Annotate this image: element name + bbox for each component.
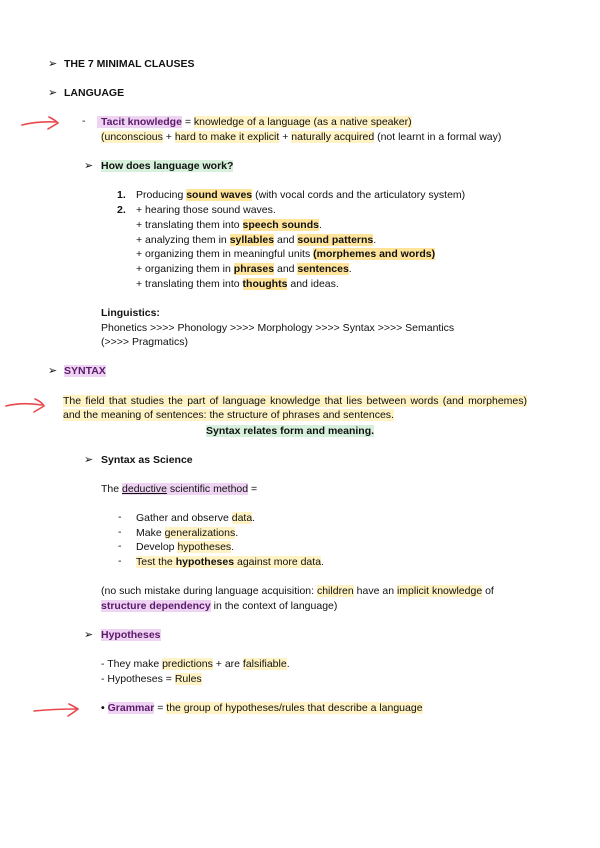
grammar-term: Grammar [107, 702, 155, 714]
step-4-and: and [274, 234, 298, 246]
grammar-equals: = [154, 702, 167, 714]
hyp-are: + are [212, 658, 243, 670]
step-7-rest: and ideas. [287, 278, 339, 290]
heading-language: LANGUAGE [64, 87, 125, 99]
deductive-method-line [101, 482, 257, 496]
step-7-text: + translating them into [136, 278, 243, 290]
acq-structure-dependency: structure dependency [101, 600, 211, 612]
method-step-end: . [231, 541, 235, 553]
hyp-they-make: - They make [101, 658, 163, 670]
step-3 [136, 218, 322, 232]
step-4-syllables: syllables [229, 234, 275, 246]
red-annotation-arrow-icon [32, 701, 82, 719]
hypotheses-heading [101, 628, 161, 642]
step-5-text: + organizing them in meaningful units [136, 248, 314, 260]
step-6-phrases: phrases [233, 263, 275, 275]
linguistics-pragmatics: (>>>> Pragmatics) [101, 336, 188, 348]
bullet-arrow-icon: ➢ [84, 160, 94, 172]
step-4-text: + analyzing them in [136, 234, 230, 246]
grammar-line [101, 701, 423, 715]
quality-not-learnt: (not learnt in a formal way) [374, 131, 502, 143]
dash-bullet: - [82, 115, 86, 127]
step-6-rest: . [348, 263, 352, 275]
hypotheses-heading-text: Hypotheses [101, 629, 161, 641]
hyp-falsifiable: falsifiable [242, 658, 287, 670]
syntax-definition [63, 394, 527, 422]
step-6 [136, 262, 352, 276]
quality-naturally-acquired: naturally acquired [291, 131, 375, 143]
step-6-and: and [274, 263, 298, 275]
linguistics-chain: Phonetics >>>> Phonology >>>> Morphology >>>> Syntax >>>> Semantics [101, 322, 455, 334]
method-the: The [101, 483, 123, 495]
tacit-knowledge-term: Tacit knowledge [97, 116, 182, 128]
hypotheses-line-1 [101, 657, 290, 671]
bullet-arrow-icon: ➢ [48, 87, 58, 99]
acq-have: have an [353, 585, 397, 597]
bullet-arrow-icon: ➢ [48, 58, 58, 70]
method-step-4 [136, 555, 324, 569]
syntax-as-science-heading: Syntax as Science [101, 454, 193, 466]
step-6-text: + organizing them in [136, 263, 234, 275]
heading-syntax-text: SYNTAX [64, 365, 106, 377]
step-4-sound-patterns: sound patterns [297, 234, 374, 246]
method-step-1 [136, 511, 255, 525]
step-5-morphemes: (morphemes and words) [313, 248, 436, 260]
quality-hard-explicit: hard to make it explicit [174, 131, 280, 143]
heading-syntax [64, 364, 106, 378]
method-step-end: . [321, 556, 324, 568]
step-6-sentences: sentences [297, 263, 349, 275]
acq-children: children [316, 585, 354, 597]
how-heading-text: How does language work? [101, 160, 234, 172]
step-5 [136, 247, 435, 261]
step-1-sound-waves: sound waves [186, 189, 253, 201]
step-3-text: + translating them into [136, 219, 243, 231]
method-deductive: deductive [122, 483, 167, 495]
plus-sign: + [279, 131, 292, 143]
step-1-rest: (with vocal cords and the articulatory system) [252, 189, 466, 201]
step-number-2: 2. [117, 204, 126, 216]
dash-bullet: - [118, 555, 122, 567]
hyp-rules: Rules [174, 673, 202, 685]
quality-unconscious: (unconscious [101, 131, 163, 143]
acquisition-note-line-1 [101, 584, 494, 598]
tacit-knowledge-definition: knowledge of a language (as a native speaker) [193, 116, 412, 128]
method-step-text: Gather and observe [136, 512, 232, 524]
method-step-end: . [235, 527, 239, 539]
step-2: + hearing those sound waves. [136, 204, 276, 216]
dash-bullet: - [118, 540, 122, 552]
equals-sign: = [181, 116, 194, 128]
grammar-bullet: • [101, 702, 105, 714]
method-step-bold: hypotheses [175, 556, 235, 568]
tacit-knowledge-qualities [101, 130, 501, 144]
heading-minimal-clauses: THE 7 MINIMAL CLAUSES [64, 58, 195, 70]
grammar-definition: the group of hypotheses/rules that describe a language [166, 702, 423, 714]
syntax-relates [206, 424, 374, 438]
acq-text: (no such mistake during language acquisition: [101, 585, 317, 597]
method-step-text: Test the [136, 556, 176, 568]
method-step-highlight: generalizations [164, 527, 236, 539]
linguistics-title: Linguistics: [101, 307, 160, 319]
hyp-period: . [286, 658, 290, 670]
step-4-rest: . [373, 234, 377, 246]
step-number-1: 1. [117, 189, 126, 201]
method-step-text: Make [136, 527, 165, 539]
bullet-arrow-icon: ➢ [84, 629, 94, 641]
step-7 [136, 277, 339, 291]
hyp-predictions: predictions [162, 658, 213, 670]
method-step-highlight: against more data [234, 556, 322, 568]
red-annotation-arrow-icon [4, 396, 48, 414]
tacit-knowledge-line [97, 115, 412, 129]
syntax-relates-text: Syntax relates form and meaning. [206, 425, 375, 437]
method-step-end: . [252, 512, 256, 524]
dash-bullet: - [118, 526, 122, 538]
step-7-thoughts: thoughts [242, 278, 288, 290]
method-step-3 [136, 540, 234, 554]
hypotheses-line-2 [101, 672, 202, 686]
method-equals: = [248, 483, 258, 495]
acq-implicit-knowledge: implicit knowledge [396, 585, 483, 597]
method-step-highlight: hypotheses [177, 541, 232, 553]
acquisition-note-line-2 [101, 599, 337, 613]
dash-bullet: - [118, 511, 122, 523]
hyp-equals-rules: - Hypotheses = [101, 673, 175, 685]
syntax-definition-text: The field that studies the part of language knowledge that lies between words (and morphemes) and the meaning of sentences: the structure of phrases and sentences. [63, 395, 527, 421]
method-step-2 [136, 526, 238, 540]
step-3-speech-sounds: speech sounds [242, 219, 319, 231]
red-annotation-arrow-icon [20, 114, 62, 132]
method-step-text: Develop [136, 541, 178, 553]
step-1-text: Producing [136, 189, 187, 201]
step-4 [136, 233, 376, 247]
plus-sign: + [162, 131, 175, 143]
acq-of: of [482, 585, 494, 597]
step-1 [136, 188, 465, 202]
bullet-arrow-icon: ➢ [84, 454, 94, 466]
acq-context: in the context of language) [210, 600, 338, 612]
method-scientific: scientific method [166, 483, 249, 495]
how-language-works-heading [101, 159, 233, 173]
step-3-rest: . [318, 219, 322, 231]
method-step-highlight: data [231, 512, 253, 524]
bullet-arrow-icon: ➢ [48, 365, 58, 377]
